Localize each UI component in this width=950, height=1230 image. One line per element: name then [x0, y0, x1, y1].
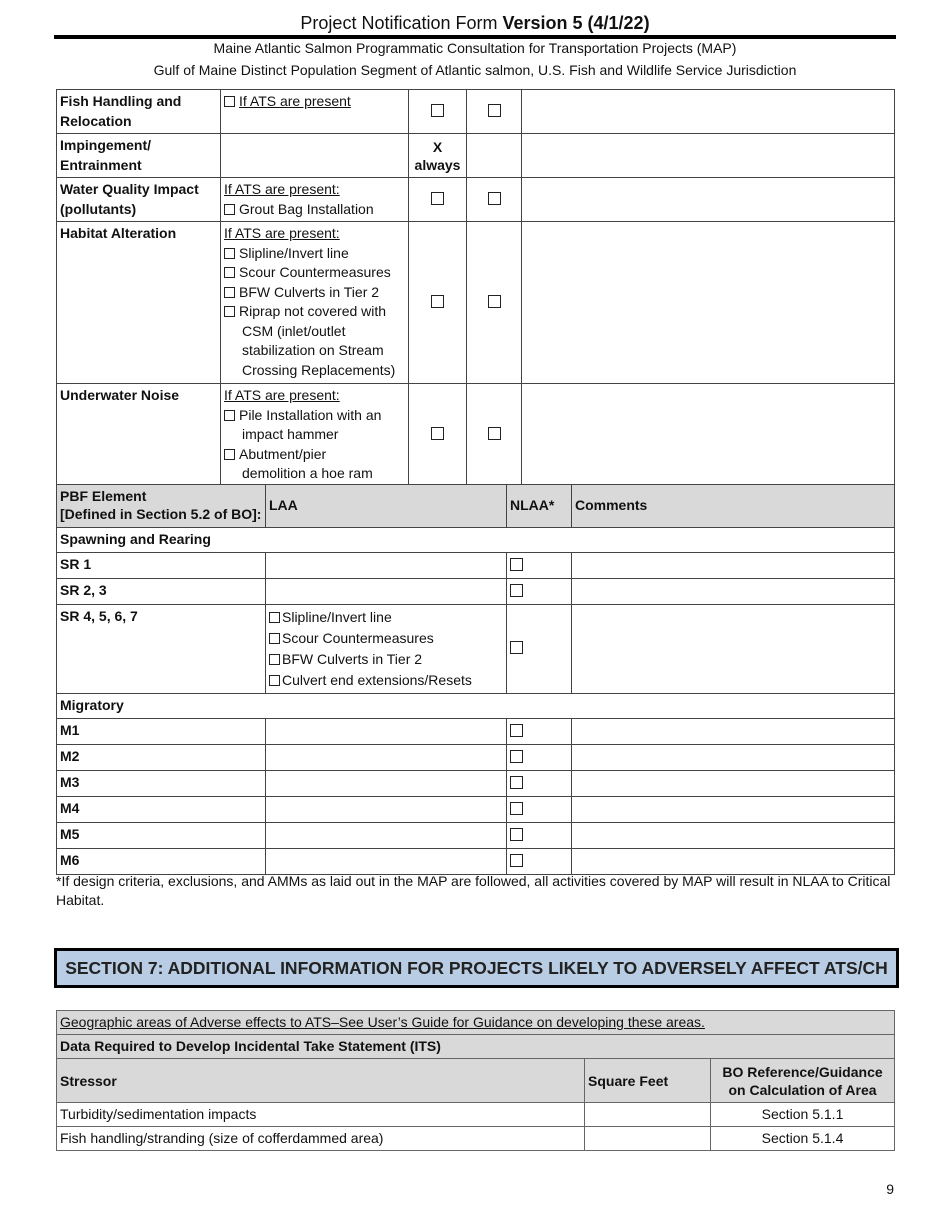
option-cell: [221, 90, 409, 134]
checkbox[interactable]: [510, 854, 523, 867]
comment-cell[interactable]: [522, 134, 895, 178]
header-pbf-defined: [Defined in Section 5.2 of BO]:: [60, 506, 262, 522]
checkbox[interactable]: [224, 287, 235, 298]
table-row: [57, 1127, 895, 1151]
stressor-cell: Fish handling/stranding (size of cofferdammed area): [57, 1127, 585, 1151]
subtitle-jurisdiction: Gulf of Maine Distinct Population Segment of Atlantic salmon, U.S. Fish and Wildlife Service Jurisdiction: [153, 62, 797, 78]
table-row: [57, 1011, 895, 1035]
comment-cell[interactable]: [572, 771, 895, 797]
its-table: [56, 1010, 895, 1151]
checkbox[interactable]: [224, 306, 235, 317]
section-migratory: Migratory: [57, 694, 895, 719]
stressor-cell: Turbidity/sedimentation impacts: [57, 1103, 585, 1127]
x-mark: X: [432, 138, 443, 155]
header-stressor: Stressor: [57, 1059, 585, 1103]
header-nlaa: NLAA*: [507, 485, 572, 528]
option-label: BFW Culverts in Tier 2: [282, 651, 423, 667]
checkbox[interactable]: [510, 558, 523, 571]
header-comments: Comments: [572, 485, 895, 528]
stressor-table: [56, 89, 895, 487]
footnote: *If design criteria, exclusions, and AMMs as laid out in the MAP are followed, all activities covered by MAP will result in NLAA to Critical Habitat.: [56, 873, 891, 908]
row-label: Fish Handling and Relocation: [57, 90, 221, 134]
table-row: [57, 222, 895, 384]
table-row: [57, 1035, 895, 1059]
option-label: Abutment/pier: [239, 445, 327, 462]
header-pbf-element: PBF Element: [60, 488, 147, 504]
checkbox[interactable]: [488, 427, 501, 440]
option-label: Pile Installation with an: [239, 406, 382, 423]
option-label-cont: impact hammer: [242, 426, 339, 442]
comment-cell[interactable]: [572, 719, 895, 745]
row-label: Impingement/ Entrainment: [57, 134, 221, 178]
row-label: M2: [57, 745, 266, 771]
checkbox[interactable]: [269, 633, 280, 644]
option-label: If ATS are present: [239, 93, 351, 109]
comment-cell[interactable]: [572, 849, 895, 875]
comment-cell[interactable]: [522, 178, 895, 222]
square-feet-cell[interactable]: [585, 1127, 711, 1151]
table-row: [57, 797, 895, 823]
checkbox[interactable]: [510, 584, 523, 597]
checkbox[interactable]: [510, 828, 523, 841]
comment-cell[interactable]: [572, 745, 895, 771]
option-label-cont: stabilization on Stream: [242, 342, 384, 358]
checkbox[interactable]: [224, 410, 235, 421]
checkbox[interactable]: [510, 802, 523, 815]
option-label: Slipline/Invert line: [282, 609, 392, 625]
checkbox[interactable]: [510, 776, 523, 789]
checkbox[interactable]: [269, 654, 280, 665]
checkbox[interactable]: [488, 104, 501, 117]
comment-cell[interactable]: [572, 605, 895, 694]
table-row: [57, 384, 895, 487]
form-title: Project Notification Form Version 5 (4/1/22): [300, 13, 650, 33]
comment-cell[interactable]: [522, 90, 895, 134]
option-label-cont: demolition a hoe ram: [242, 465, 373, 481]
option-label: Scour Countermeasures: [282, 630, 434, 646]
header-laa: LAA: [266, 485, 507, 528]
bo-ref-cell: Section 5.1.1: [711, 1103, 895, 1127]
section-spawning: Spawning and Rearing: [57, 528, 895, 553]
comment-cell[interactable]: [572, 553, 895, 579]
section-row: [57, 694, 895, 719]
option-label: BFW Culverts in Tier 2: [239, 283, 380, 300]
table-row: [57, 178, 895, 222]
header-bo-reference: BO Reference/Guidance: [722, 1063, 883, 1080]
bo-ref-cell: Section 5.1.4: [711, 1127, 895, 1151]
checkbox[interactable]: [431, 192, 444, 205]
checkbox[interactable]: [224, 267, 235, 278]
row-label: M3: [57, 771, 266, 797]
checkbox[interactable]: [224, 248, 235, 259]
checkbox[interactable]: [269, 675, 280, 686]
row-label: SR 1: [57, 553, 266, 579]
comment-cell[interactable]: [572, 579, 895, 605]
row-label: SR 4, 5, 6, 7: [57, 605, 266, 694]
table-row: [57, 90, 895, 134]
section-row: [57, 528, 895, 553]
table-header-row: [57, 485, 895, 528]
condition-label: If ATS are present:: [224, 225, 340, 241]
comment-cell[interactable]: [522, 222, 895, 384]
header-bo-calc: on Calculation of Area: [728, 1081, 877, 1098]
table-row: [57, 1103, 895, 1127]
header-rule: [54, 35, 896, 39]
checkbox[interactable]: [269, 612, 280, 623]
table-row: [57, 553, 895, 579]
square-feet-cell[interactable]: [585, 1103, 711, 1127]
page-number: 9: [886, 1181, 894, 1197]
table-header-row: [57, 1059, 895, 1103]
checkbox[interactable]: [224, 204, 235, 215]
row-label: M4: [57, 797, 266, 823]
header-square-feet: Square Feet: [585, 1059, 711, 1103]
checkbox[interactable]: [488, 192, 501, 205]
checkbox[interactable]: [224, 96, 235, 107]
comment-cell[interactable]: [572, 823, 895, 849]
option-label-cont: Crossing Replacements): [242, 361, 396, 378]
table-row: [57, 605, 895, 694]
subtitle-program: Maine Atlantic Salmon Programmatic Consultation for Transportation Projects (MAP): [213, 40, 737, 56]
row-label: M6: [57, 849, 266, 875]
condition-label: If ATS are present:: [224, 181, 340, 197]
checkbox[interactable]: [224, 449, 235, 460]
section-7-heading: SECTION 7: ADDITIONAL INFORMATION FOR PROJECTS LIKELY TO ADVERSELY AFFECT ATS/CH: [54, 948, 899, 988]
table-row: [57, 849, 895, 875]
row-label: Habitat Alteration: [57, 222, 221, 384]
row-label: Water Quality Impact (pollutants): [57, 178, 221, 222]
comment-cell[interactable]: [572, 797, 895, 823]
option-label: Riprap not covered with: [239, 303, 387, 319]
checkbox[interactable]: [510, 750, 523, 763]
option-label: Scour Countermeasures: [239, 264, 391, 280]
pbf-table: [56, 484, 895, 875]
table-row: [57, 579, 895, 605]
table-row: [57, 771, 895, 797]
checkbox[interactable]: [431, 104, 444, 117]
always-label: always: [414, 156, 461, 173]
comment-cell[interactable]: [522, 384, 895, 487]
row-label: M1: [57, 719, 266, 745]
checkbox[interactable]: [431, 427, 444, 440]
geo-areas-link[interactable]: Geographic areas of Adverse effects to ATS–See User’s Guide for Guidance on developing these areas.: [60, 1014, 705, 1030]
option-label: Grout Bag Installation: [239, 200, 374, 217]
checkbox[interactable]: [431, 295, 444, 308]
checkbox[interactable]: [510, 641, 523, 654]
condition-label: If ATS are present:: [224, 387, 340, 403]
option-label-cont: CSM (inlet/outlet: [242, 322, 346, 339]
table-row: [57, 719, 895, 745]
row-label: SR 2, 3: [57, 579, 266, 605]
table-row: [57, 134, 895, 178]
row-label: M5: [57, 823, 266, 849]
table-row: [57, 745, 895, 771]
option-label: Culvert end extensions/Resets: [282, 672, 472, 688]
checkbox[interactable]: [488, 295, 501, 308]
row-label: Underwater Noise: [57, 384, 221, 487]
checkbox[interactable]: [510, 724, 523, 737]
option-label: Slipline/Invert line: [239, 244, 349, 261]
table-row: [57, 823, 895, 849]
data-required-label: Data Required to Develop Incidental Take Statement (ITS): [57, 1035, 895, 1059]
